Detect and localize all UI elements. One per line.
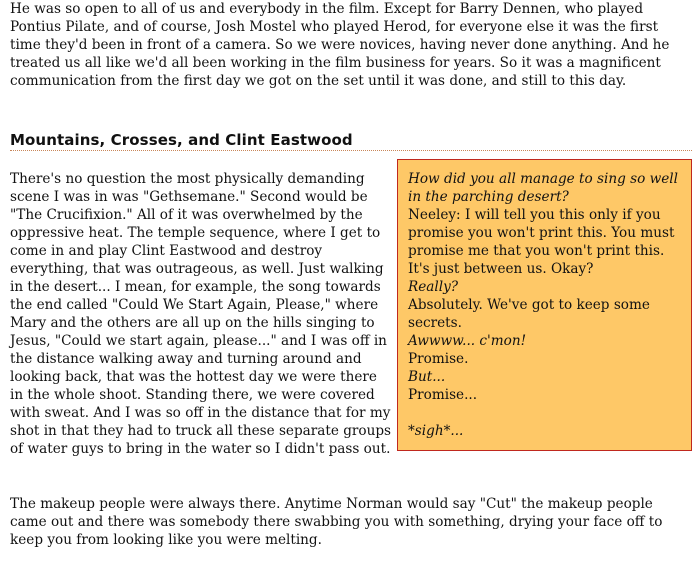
sidebar-question: Awwww... c'mon! — [408, 333, 527, 349]
sidebar-answer: Absolutely. We've got to keep some secrets. — [408, 297, 650, 331]
outro-paragraph: The makeup people were always there. Anytime Norman would say "Cut" the makeup people came out and there was somebody there swabbing you with something, drying your face off to keep you from looking like you were melting. — [10, 496, 663, 548]
section-divider — [10, 150, 692, 151]
sidebar-answer: Neeley: I will tell you this only if you promise you won't print this. You must promise me that you won't print this. It's just between us. Okay? — [408, 207, 675, 277]
interview-sidebar — [397, 159, 692, 451]
sidebar-question: How did you all manage to sing so well in the parching desert? — [408, 171, 678, 205]
sidebar-question: *sigh*... — [408, 423, 464, 439]
sidebar-spacer — [408, 404, 682, 422]
sidebar-question: Really? — [408, 279, 459, 295]
main-paragraph: There's no question the most physically demanding scene I was in was "Gethsemane." Second would be "The Crucifixion." All of it was overwhelmed by the oppressive heat. The temple sequence, where I get to come in and play Clint Eastwood and destroy everything, that was outrageous, as well. Just walking in the desert... I mean, for example, the song towards the end called "Could We Start Again, Please," where Mary and the others are all up on the hills singing to Jesus, "Could we start again, please..." and I was off in the distance walking away and turning around and looking back, that was the hottest day we were there in the whole shoot. Standing there, we were covered with sweat. And I was so off in the distance that for my shot in that they had to truck all these separate groups of water guys to bring in the water so I didn't pass out. — [10, 171, 392, 457]
section-heading: Mountains, Crosses, and Clint Eastwood — [10, 131, 353, 149]
intro-paragraph: He was so open to all of us and everybody in the film. Except for Barry Dennen, who played Pontius Pilate, and of course, Josh Mostel who played Herod, for everyone else it was the first time they'd been in front of a camera. So we were novices, having never done anything. And he treated us all like we'd all been working in the film business for years. So it was a magnificent communication from the first day we got on the set until it was done, and still to this day. — [10, 1, 670, 89]
article — [10, 0, 692, 548]
sidebar-question: But... — [408, 369, 446, 385]
sidebar-answer: Promise. — [408, 351, 469, 367]
sidebar-answer: Promise... — [408, 387, 478, 403]
